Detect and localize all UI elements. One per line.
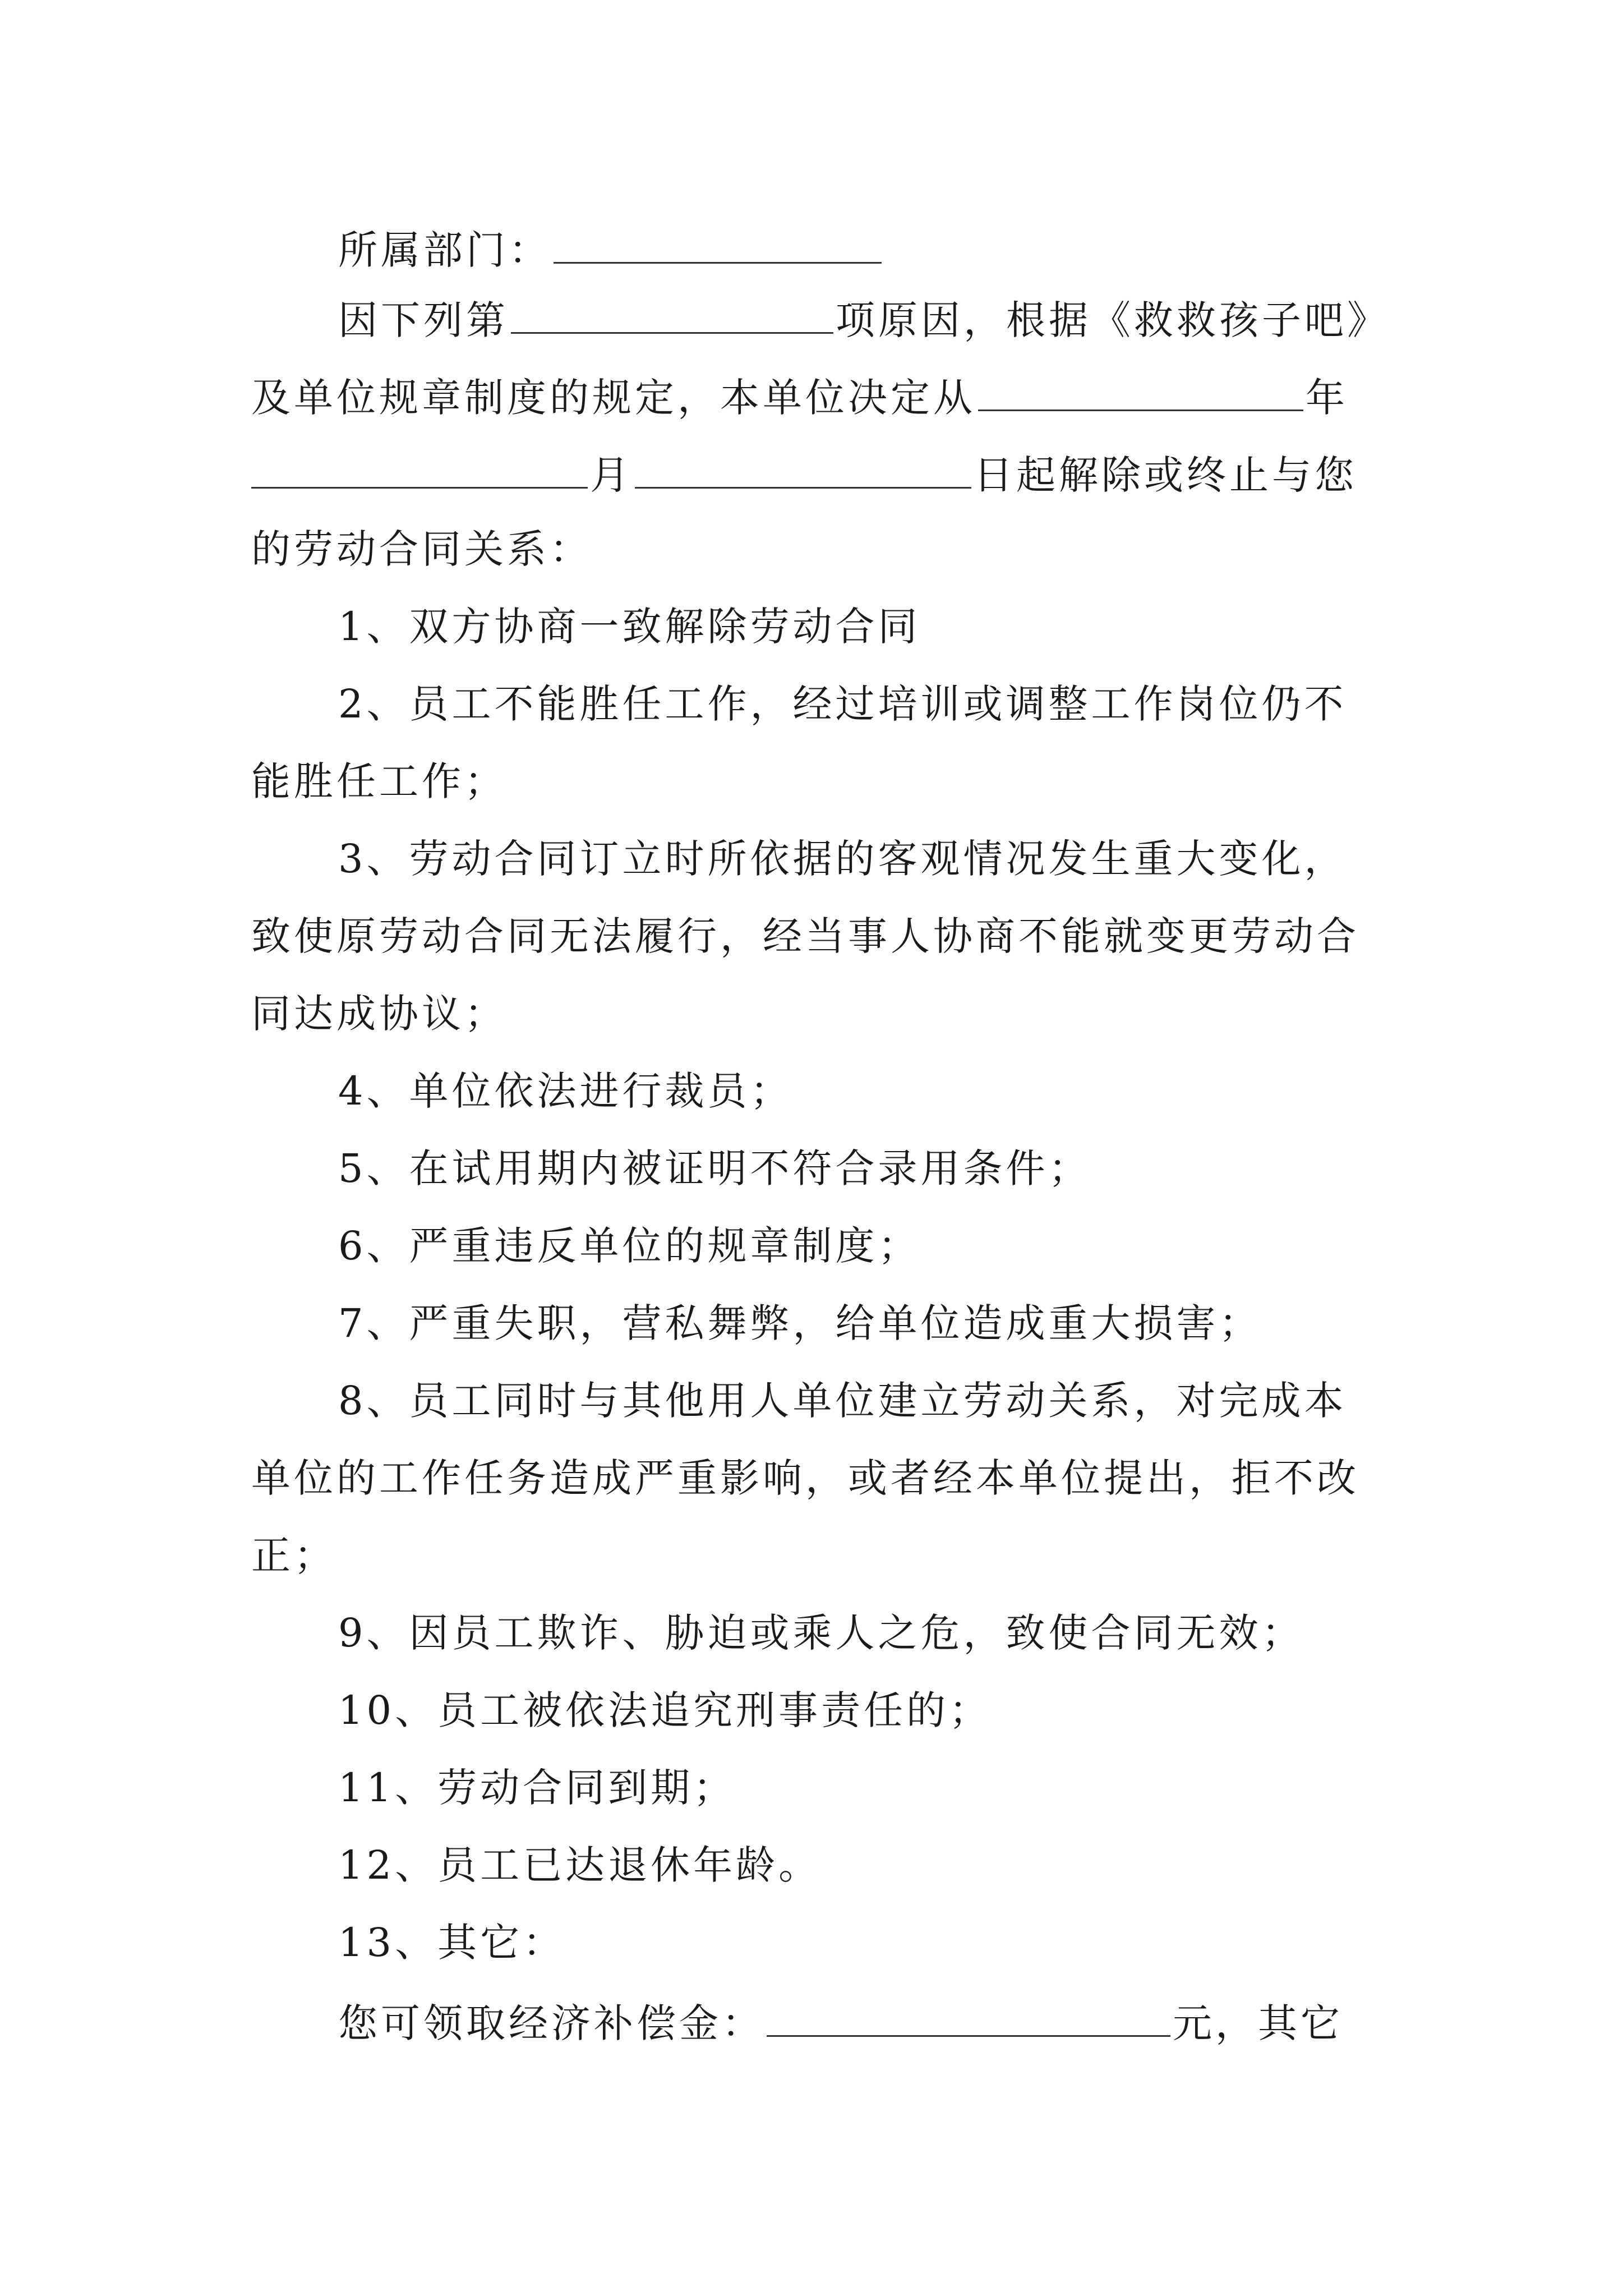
intro-text: 因下列第 — [338, 297, 509, 343]
intro-line-2 — [251, 369, 1348, 423]
day-blank[interactable] — [635, 447, 971, 489]
reason-8: 8、员工同时与其他用人单位建立劳动关系，对完成本 — [338, 1378, 1347, 1424]
intro-line-4: 的劳动合同关系： — [251, 526, 592, 572]
intro-line-1 — [338, 292, 1390, 346]
month-blank[interactable] — [251, 447, 588, 489]
reason-2-cont: 能胜任工作； — [251, 758, 507, 804]
reason-9: 9、因员工欺诈、胁迫或乘人之危，致使合同无效； — [338, 1610, 1304, 1656]
reason-7: 7、严重失职，营私舞弊，给单位造成重大损害； — [338, 1300, 1262, 1346]
reason-6: 6、严重违反单位的规章制度； — [338, 1223, 921, 1269]
compensation-label: 您可领取经济补偿金： — [338, 2000, 764, 2046]
reason-4: 4、单位依法进行裁员； — [338, 1068, 793, 1114]
intro-text: 项原因，根据《救救孩子吧》 — [836, 297, 1390, 343]
reason-11: 11、劳动合同到期； — [338, 1765, 736, 1811]
compensation-amount-blank[interactable] — [767, 1995, 1170, 2037]
intro-line-3 — [251, 447, 1357, 500]
reason-12: 12、员工已达退休年龄。 — [338, 1842, 822, 1888]
intro-text: 年 — [1306, 375, 1348, 421]
compensation-line — [338, 1995, 1343, 2049]
reason-number-blank[interactable] — [511, 292, 833, 334]
reason-2: 2、员工不能胜任工作，经过培训或调整工作岗位仍不 — [338, 681, 1347, 727]
intro-text: 日起解除或终止与您 — [974, 452, 1357, 498]
intro-text: 及单位规章制度的规定，本单位决定从 — [251, 375, 976, 421]
year-blank[interactable] — [978, 369, 1303, 411]
reason-1: 1、双方协商一致解除劳动合同 — [338, 604, 921, 650]
reason-10: 10、员工被依法追究刑事责任的； — [338, 1687, 992, 1733]
reason-8-cont: 单位的工作任务造成严重影响，或者经本单位提出，拒不改 — [251, 1455, 1359, 1501]
compensation-text: 元，其它 — [1173, 2000, 1343, 2046]
intro-text: 月 — [590, 452, 633, 498]
reason-3-cont: 同达成协议； — [251, 991, 507, 1037]
reason-3-cont: 致使原劳动合同无法履行，经当事人协商不能就变更劳动合 — [251, 913, 1359, 959]
reason-13: 13、其它： — [338, 1920, 566, 1966]
reason-8-cont: 正； — [251, 1533, 336, 1579]
department-label: 所属部门： — [338, 227, 551, 273]
reason-3: 3、劳动合同订立时所依据的客观情况发生重大变化， — [338, 836, 1347, 882]
reason-5: 5、在试用期内被证明不符合录用条件； — [338, 1145, 1091, 1191]
department-blank[interactable] — [554, 222, 882, 264]
department-line — [338, 222, 884, 275]
